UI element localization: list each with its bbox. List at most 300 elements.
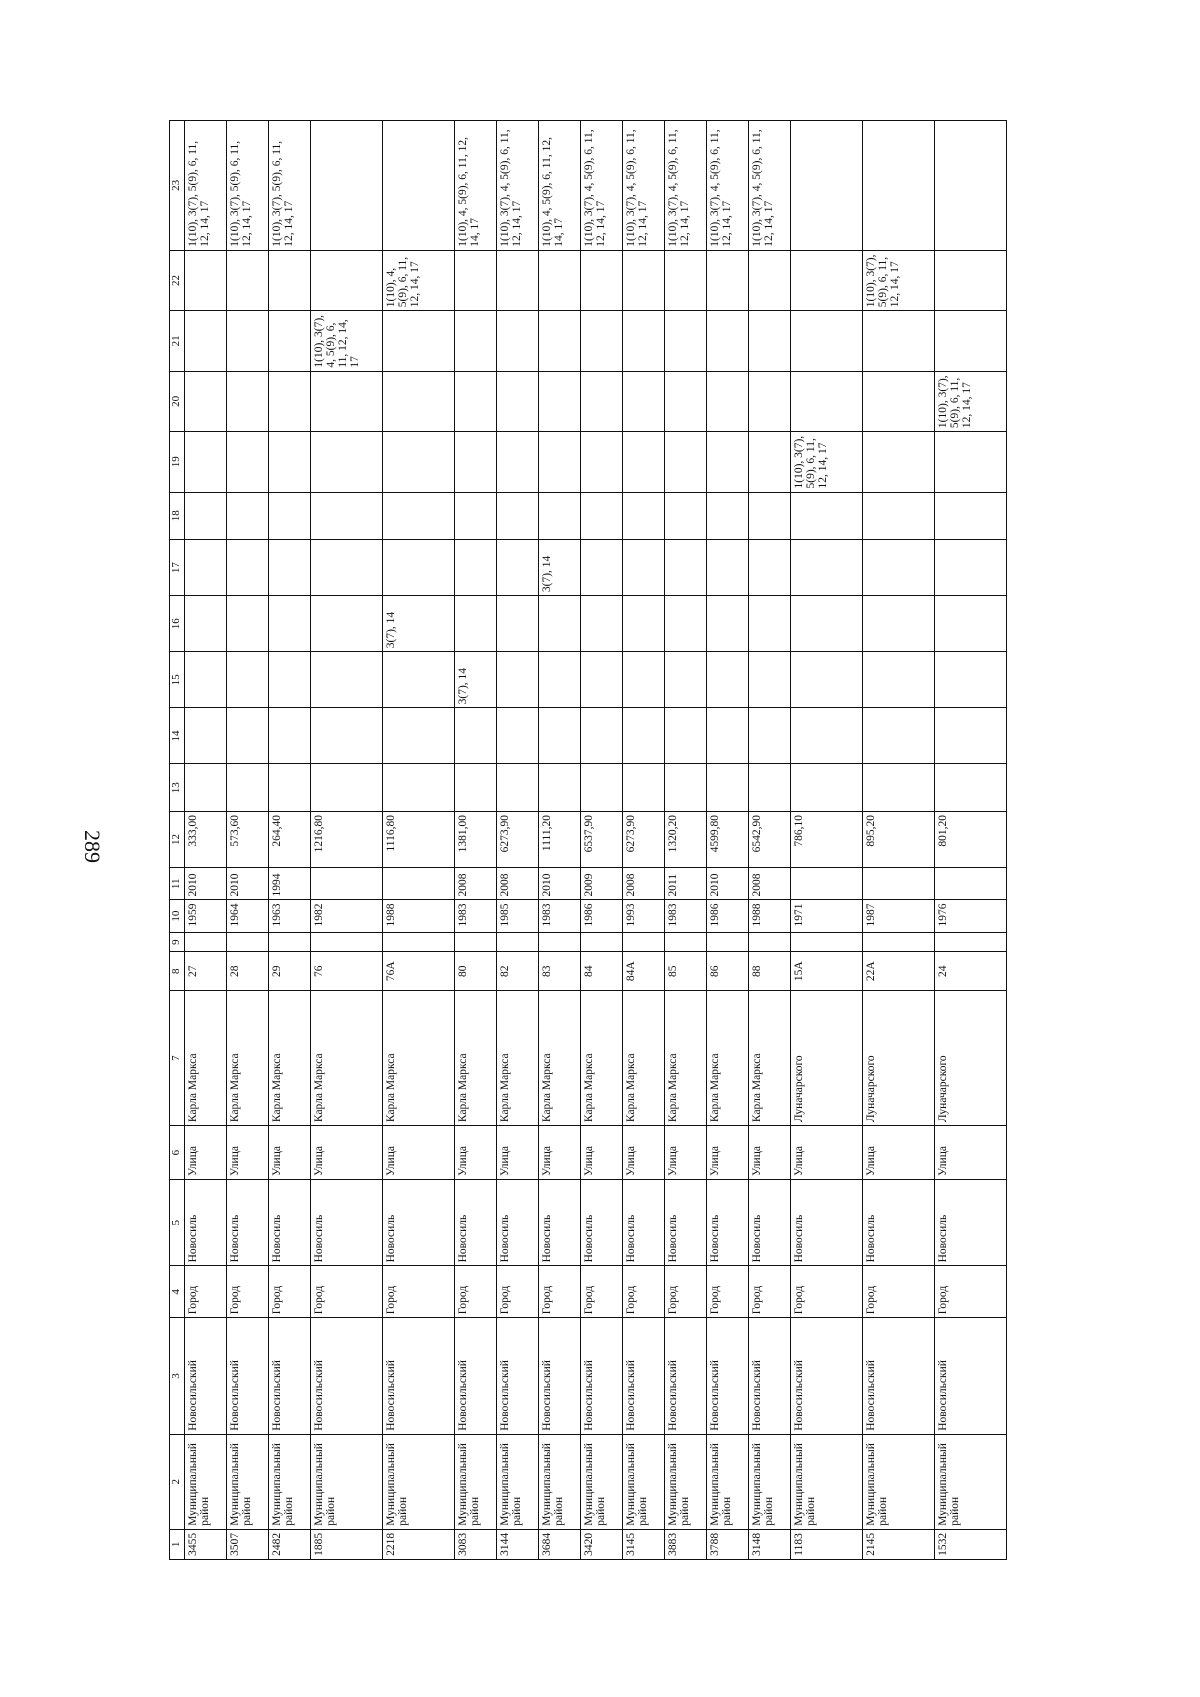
table-cell bbox=[934, 492, 1006, 539]
table-cell bbox=[382, 432, 454, 492]
table-cell bbox=[454, 492, 496, 539]
table-cell bbox=[454, 540, 496, 596]
col-header: 3 bbox=[170, 1318, 185, 1435]
table-cell: 1959 bbox=[184, 900, 226, 932]
table-cell bbox=[496, 932, 538, 951]
table-cell: Новосиль bbox=[862, 1180, 934, 1266]
table-cell: Улица bbox=[310, 1126, 382, 1180]
table-cell bbox=[706, 596, 748, 652]
col-header: 21 bbox=[170, 311, 185, 371]
table-cell: 1986 bbox=[580, 900, 622, 932]
table-cell bbox=[706, 250, 748, 310]
table-cell: Новосильский bbox=[496, 1318, 538, 1435]
table-cell: 27 bbox=[184, 952, 226, 991]
table-cell bbox=[790, 311, 862, 371]
table-cell: Новосильский bbox=[310, 1318, 382, 1435]
table-cell: 2010 bbox=[538, 868, 580, 900]
table-cell: Карла Маркса bbox=[496, 991, 538, 1126]
col-header: 20 bbox=[170, 371, 185, 431]
table-cell: Новосильский bbox=[538, 1318, 580, 1435]
table-cell bbox=[496, 250, 538, 310]
table-cell bbox=[580, 492, 622, 539]
table-cell: Карла Маркса bbox=[226, 991, 268, 1126]
table-cell bbox=[310, 932, 382, 951]
col-header: 5 bbox=[170, 1180, 185, 1266]
table-cell: Город bbox=[454, 1266, 496, 1318]
col-header: 2 bbox=[170, 1434, 185, 1529]
table-cell bbox=[382, 492, 454, 539]
table-cell: Новосиль bbox=[790, 1180, 862, 1266]
table-cell: 1985 bbox=[496, 900, 538, 932]
table-cell bbox=[310, 596, 382, 652]
table-cell bbox=[622, 492, 664, 539]
table-cell bbox=[454, 371, 496, 431]
table-cell: Новосильский bbox=[226, 1318, 268, 1435]
table-cell: 1971 bbox=[790, 900, 862, 932]
table-cell bbox=[310, 432, 382, 492]
col-header: 7 bbox=[170, 991, 185, 1126]
table-cell: Новосиль bbox=[226, 1180, 268, 1266]
table-cell: Улица bbox=[496, 1126, 538, 1180]
table-cell bbox=[382, 311, 454, 371]
col-header: 22 bbox=[170, 250, 185, 310]
table-cell: 1(10), 4, 5(9), 6, 11, 12, 14, 17 bbox=[382, 250, 454, 310]
table-cell bbox=[226, 932, 268, 951]
table-cell: 6273,90 bbox=[496, 811, 538, 867]
table-cell: 1381,00 bbox=[454, 811, 496, 867]
table-cell: 82 bbox=[496, 952, 538, 991]
table-cell: Муниципальный район bbox=[934, 1434, 1006, 1529]
table-cell: 1964 bbox=[226, 900, 268, 932]
table-cell bbox=[862, 311, 934, 371]
table-cell bbox=[184, 596, 226, 652]
table-cell: 76 bbox=[310, 952, 382, 991]
table-cell: 83 bbox=[538, 952, 580, 991]
table-row bbox=[310, 121, 382, 1560]
table-cell: Новосильский bbox=[184, 1318, 226, 1435]
table-cell bbox=[664, 492, 706, 539]
table-cell: Новосильский bbox=[934, 1318, 1006, 1435]
table-cell: 22А bbox=[862, 952, 934, 991]
table-cell bbox=[862, 868, 934, 900]
table-cell: Улица bbox=[268, 1126, 310, 1180]
table-cell: Улица bbox=[664, 1126, 706, 1180]
table-cell: Муниципальный район bbox=[622, 1434, 664, 1529]
table-cell bbox=[934, 596, 1006, 652]
table-cell: Муниципальный район bbox=[748, 1434, 790, 1529]
table-cell bbox=[382, 121, 454, 251]
table-cell bbox=[664, 596, 706, 652]
table-cell bbox=[862, 540, 934, 596]
table-cell: 1(10), 3(7), 4, 5(9), 6, 11, 12, 14, 17 bbox=[748, 121, 790, 251]
table-cell: Город bbox=[310, 1266, 382, 1318]
table-cell: 2008 bbox=[496, 868, 538, 900]
table-cell bbox=[382, 652, 454, 708]
table-cell bbox=[454, 250, 496, 310]
table-cell: 1116,80 bbox=[382, 811, 454, 867]
table-cell bbox=[748, 311, 790, 371]
table-cell bbox=[934, 121, 1006, 251]
table-cell bbox=[538, 371, 580, 431]
table-cell bbox=[226, 708, 268, 764]
table-cell bbox=[454, 596, 496, 652]
table-cell bbox=[580, 311, 622, 371]
table-cell bbox=[790, 932, 862, 951]
col-header: 12 bbox=[170, 811, 185, 867]
table-cell: 1(10), 3(7), 4, 5(9), 6, 11, 12, 14, 17 bbox=[664, 121, 706, 251]
table-cell bbox=[934, 432, 1006, 492]
table-cell: Новосиль bbox=[748, 1180, 790, 1266]
table-cell: 1(10), 3(7), 4, 5(9), 6, 11, 12, 14, 17 bbox=[310, 311, 382, 371]
table-cell: Муниципальный район bbox=[268, 1434, 310, 1529]
table-cell bbox=[706, 708, 748, 764]
table-cell: Карла Маркса bbox=[622, 991, 664, 1126]
table-cell: 1987 bbox=[862, 900, 934, 932]
table-cell bbox=[664, 540, 706, 596]
table-cell: 1(10), 3(7), 5(9), 6, 11, 12, 14, 17 bbox=[862, 250, 934, 310]
table-cell: Улица bbox=[184, 1126, 226, 1180]
table-cell: Новосиль bbox=[934, 1180, 1006, 1266]
table-cell: Город bbox=[382, 1266, 454, 1318]
table-cell: 1983 bbox=[538, 900, 580, 932]
table-cell: Новосильский bbox=[748, 1318, 790, 1435]
table-cell: 88 bbox=[748, 952, 790, 991]
table-cell bbox=[382, 708, 454, 764]
table-cell bbox=[706, 932, 748, 951]
table-cell bbox=[226, 371, 268, 431]
table-cell: 84 bbox=[580, 952, 622, 991]
table-cell: 1988 bbox=[748, 900, 790, 932]
table-cell: Муниципальный район bbox=[382, 1434, 454, 1529]
table-cell bbox=[862, 708, 934, 764]
table-cell: Новосильский bbox=[790, 1318, 862, 1435]
table-cell: 1983 bbox=[454, 900, 496, 932]
table-cell bbox=[496, 311, 538, 371]
table-cell bbox=[664, 764, 706, 811]
table-cell bbox=[454, 932, 496, 951]
table-cell: Муниципальный район bbox=[790, 1434, 862, 1529]
table-cell bbox=[496, 432, 538, 492]
table-cell: Муниципальный район bbox=[184, 1434, 226, 1529]
table-cell: 4599,80 bbox=[706, 811, 748, 867]
table-cell bbox=[862, 596, 934, 652]
table-cell: Улица bbox=[226, 1126, 268, 1180]
table-cell bbox=[622, 250, 664, 310]
table-cell bbox=[268, 932, 310, 951]
table-cell bbox=[496, 492, 538, 539]
page-number: 289 bbox=[80, 830, 105, 863]
table-cell bbox=[454, 764, 496, 811]
table-cell: Город bbox=[184, 1266, 226, 1318]
table-cell: Город bbox=[862, 1266, 934, 1318]
table-cell: 801,20 bbox=[934, 811, 1006, 867]
table-cell bbox=[862, 371, 934, 431]
table-cell: Новосиль bbox=[622, 1180, 664, 1266]
table-cell: 1993 bbox=[622, 900, 664, 932]
table-cell: Муниципальный район bbox=[538, 1434, 580, 1529]
table-cell: Город bbox=[934, 1266, 1006, 1318]
table-cell: Муниципальный район bbox=[454, 1434, 496, 1529]
table-cell: 1(10), 3(7), 4, 5(9), 6, 11, 12, 14, 17 bbox=[580, 121, 622, 251]
table-cell bbox=[184, 492, 226, 539]
table-cell bbox=[454, 311, 496, 371]
table-header-row bbox=[170, 121, 185, 1560]
table-cell bbox=[226, 764, 268, 811]
table-cell bbox=[310, 652, 382, 708]
table-cell: Город bbox=[538, 1266, 580, 1318]
table-cell: Улица bbox=[454, 1126, 496, 1180]
table-cell bbox=[268, 708, 310, 764]
table-cell: Город bbox=[226, 1266, 268, 1318]
table-cell bbox=[268, 764, 310, 811]
table-cell: Муниципальный район bbox=[862, 1434, 934, 1529]
table-cell: 2009 bbox=[580, 868, 622, 900]
table-cell bbox=[580, 764, 622, 811]
table-cell: Карла Маркса bbox=[706, 991, 748, 1126]
table-cell bbox=[268, 311, 310, 371]
table-cell: 29 bbox=[268, 952, 310, 991]
table-cell: 1(10), 3(7), 5(9), 6, 11, 12, 14, 17 bbox=[790, 432, 862, 492]
table-cell: 1183 bbox=[790, 1529, 862, 1559]
data-table bbox=[169, 120, 1007, 1560]
col-header: 19 bbox=[170, 432, 185, 492]
table-cell bbox=[622, 540, 664, 596]
col-header: 1 bbox=[170, 1529, 185, 1559]
table-body bbox=[184, 121, 1006, 1560]
table-cell bbox=[748, 764, 790, 811]
table-row bbox=[268, 121, 310, 1560]
table-cell: 1963 bbox=[268, 900, 310, 932]
table-cell bbox=[622, 371, 664, 431]
table-cell: 1320,20 bbox=[664, 811, 706, 867]
table-cell: Муниципальный район bbox=[664, 1434, 706, 1529]
table-cell: 86 bbox=[706, 952, 748, 991]
table-cell bbox=[184, 708, 226, 764]
table-container bbox=[169, 120, 1007, 1560]
table-cell bbox=[934, 250, 1006, 310]
table-cell: 2010 bbox=[226, 868, 268, 900]
table-cell bbox=[310, 371, 382, 431]
table-cell bbox=[226, 250, 268, 310]
table-cell bbox=[706, 311, 748, 371]
table-cell: 3684 bbox=[538, 1529, 580, 1559]
col-header: 18 bbox=[170, 492, 185, 539]
table-cell: 85 bbox=[664, 952, 706, 991]
table-cell bbox=[790, 596, 862, 652]
table-cell bbox=[748, 432, 790, 492]
table-cell bbox=[310, 764, 382, 811]
table-cell: 6273,90 bbox=[622, 811, 664, 867]
table-cell: 3507 bbox=[226, 1529, 268, 1559]
table-cell bbox=[790, 868, 862, 900]
table-cell: Город bbox=[622, 1266, 664, 1318]
table-row bbox=[622, 121, 664, 1560]
table-cell bbox=[622, 311, 664, 371]
table-cell: 1986 bbox=[706, 900, 748, 932]
table-cell bbox=[622, 596, 664, 652]
table-cell: Новосильский bbox=[862, 1318, 934, 1435]
table-cell: Город bbox=[790, 1266, 862, 1318]
col-header: 10 bbox=[170, 900, 185, 932]
table-cell: 84А bbox=[622, 952, 664, 991]
table-cell bbox=[226, 311, 268, 371]
table-cell bbox=[706, 764, 748, 811]
table-cell bbox=[268, 652, 310, 708]
table-cell bbox=[310, 492, 382, 539]
table-cell bbox=[622, 652, 664, 708]
table-cell: Город bbox=[706, 1266, 748, 1318]
table-cell: Город bbox=[664, 1266, 706, 1318]
table-cell bbox=[538, 652, 580, 708]
table-cell: 1988 bbox=[382, 900, 454, 932]
table-cell bbox=[268, 371, 310, 431]
table-cell bbox=[706, 371, 748, 431]
table-cell bbox=[748, 652, 790, 708]
table-cell: Луначарского bbox=[934, 991, 1006, 1126]
table-cell: 264,40 bbox=[268, 811, 310, 867]
table-cell: 1(10), 3(7), 5(9), 6, 11, 12, 14, 17 bbox=[226, 121, 268, 251]
table-cell: Новосиль bbox=[706, 1180, 748, 1266]
table-cell: Карла Маркса bbox=[268, 991, 310, 1126]
table-cell: Новосильский bbox=[622, 1318, 664, 1435]
table-cell bbox=[184, 371, 226, 431]
col-header: 6 bbox=[170, 1126, 185, 1180]
table-cell bbox=[268, 492, 310, 539]
table-cell: 2008 bbox=[622, 868, 664, 900]
table-cell bbox=[790, 652, 862, 708]
table-cell: 1(10), 3(7), 5(9), 6, 11, 12, 14, 17 bbox=[934, 371, 1006, 431]
table-cell bbox=[664, 652, 706, 708]
table-cell: Новосиль bbox=[496, 1180, 538, 1266]
table-cell bbox=[748, 932, 790, 951]
table-cell bbox=[268, 250, 310, 310]
table-cell bbox=[310, 868, 382, 900]
table-cell bbox=[184, 764, 226, 811]
table-cell bbox=[382, 540, 454, 596]
table-cell bbox=[580, 371, 622, 431]
table-row bbox=[538, 121, 580, 1560]
table-cell bbox=[580, 432, 622, 492]
table-cell: 1(10), 3(7), 4, 5(9), 6, 11, 12, 14, 17 bbox=[706, 121, 748, 251]
table-cell: 3(7), 14 bbox=[538, 540, 580, 596]
col-header: 9 bbox=[170, 932, 185, 951]
col-header: 14 bbox=[170, 708, 185, 764]
table-cell: Улица bbox=[862, 1126, 934, 1180]
table-cell: Город bbox=[496, 1266, 538, 1318]
table-cell bbox=[310, 121, 382, 251]
table-cell: 1(10), 3(7), 4, 5(9), 6, 11, 12, 14, 17 bbox=[496, 121, 538, 251]
table-cell: 1983 bbox=[664, 900, 706, 932]
table-cell bbox=[748, 540, 790, 596]
table-cell: 1994 bbox=[268, 868, 310, 900]
col-header: 16 bbox=[170, 596, 185, 652]
table-cell bbox=[226, 596, 268, 652]
table-row bbox=[706, 121, 748, 1560]
table-cell: Новосильский bbox=[664, 1318, 706, 1435]
table-cell bbox=[580, 652, 622, 708]
table-cell: Новосильский bbox=[580, 1318, 622, 1435]
table-cell: Новосиль bbox=[382, 1180, 454, 1266]
table-cell: 15А bbox=[790, 952, 862, 991]
table-cell bbox=[862, 492, 934, 539]
table-cell bbox=[184, 652, 226, 708]
table-cell: 2010 bbox=[706, 868, 748, 900]
table-row bbox=[748, 121, 790, 1560]
table-cell bbox=[934, 311, 1006, 371]
table-cell bbox=[748, 492, 790, 539]
table-cell: 2008 bbox=[454, 868, 496, 900]
table-row bbox=[862, 121, 934, 1560]
table-row bbox=[454, 121, 496, 1560]
table-cell: Карла Маркса bbox=[184, 991, 226, 1126]
table-cell: Новосиль bbox=[310, 1180, 382, 1266]
table-cell: Карла Маркса bbox=[454, 991, 496, 1126]
col-header: 11 bbox=[170, 868, 185, 900]
table-cell bbox=[790, 540, 862, 596]
table-cell bbox=[622, 432, 664, 492]
table-cell bbox=[310, 250, 382, 310]
table-cell bbox=[934, 708, 1006, 764]
table-row bbox=[226, 121, 268, 1560]
table-cell: Новосиль bbox=[580, 1180, 622, 1266]
table-cell bbox=[580, 540, 622, 596]
table-cell: Улица bbox=[748, 1126, 790, 1180]
table-cell bbox=[664, 708, 706, 764]
table-cell bbox=[226, 492, 268, 539]
table-cell bbox=[622, 764, 664, 811]
table-cell: 1532 bbox=[934, 1529, 1006, 1559]
table-cell: Новосиль bbox=[184, 1180, 226, 1266]
col-header: 13 bbox=[170, 764, 185, 811]
table-cell bbox=[382, 764, 454, 811]
table-cell: 2145 bbox=[862, 1529, 934, 1559]
table-cell: Улица bbox=[382, 1126, 454, 1180]
table-cell bbox=[538, 492, 580, 539]
table-cell bbox=[664, 250, 706, 310]
table-cell bbox=[538, 250, 580, 310]
table-cell bbox=[748, 250, 790, 310]
table-cell bbox=[496, 371, 538, 431]
table-cell: 1885 bbox=[310, 1529, 382, 1559]
table-cell bbox=[706, 652, 748, 708]
table-cell: 1(10), 3(7), 4, 5(9), 6, 11, 12, 14, 17 bbox=[622, 121, 664, 251]
table-row bbox=[382, 121, 454, 1560]
table-cell: 3144 bbox=[496, 1529, 538, 1559]
table-cell: 1216,80 bbox=[310, 811, 382, 867]
table-cell: 6537,90 bbox=[580, 811, 622, 867]
table-cell: Муниципальный район bbox=[706, 1434, 748, 1529]
table-cell: Муниципальный район bbox=[580, 1434, 622, 1529]
table-cell: 3148 bbox=[748, 1529, 790, 1559]
table-cell bbox=[748, 708, 790, 764]
table-cell bbox=[268, 596, 310, 652]
table-cell bbox=[538, 932, 580, 951]
table-cell bbox=[706, 492, 748, 539]
col-header: 17 bbox=[170, 540, 185, 596]
table-cell bbox=[382, 371, 454, 431]
table-row bbox=[664, 121, 706, 1560]
table-cell bbox=[934, 868, 1006, 900]
table-row bbox=[580, 121, 622, 1560]
table-cell bbox=[790, 708, 862, 764]
table-cell bbox=[790, 492, 862, 539]
table-cell bbox=[226, 652, 268, 708]
table-cell: 1111,20 bbox=[538, 811, 580, 867]
table-cell: 2008 bbox=[748, 868, 790, 900]
table-cell bbox=[790, 764, 862, 811]
table-cell bbox=[454, 432, 496, 492]
table-cell: 3788 bbox=[706, 1529, 748, 1559]
